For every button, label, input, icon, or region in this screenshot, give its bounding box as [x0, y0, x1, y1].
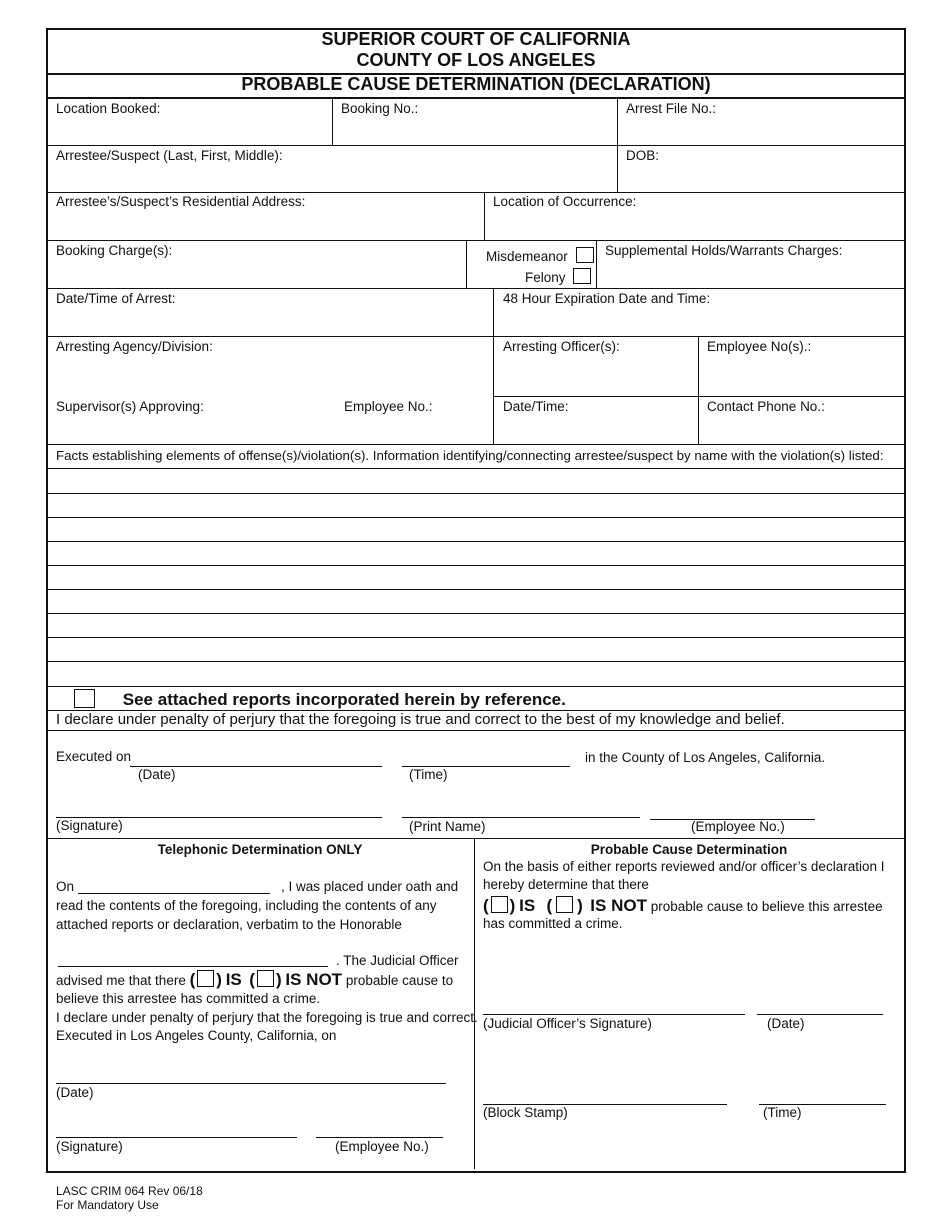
divider	[46, 145, 904, 146]
probable-line2: hereby determine that there	[483, 877, 649, 892]
telephonic-executed: Executed in Los Angeles County, California, on	[56, 1028, 337, 1043]
divider	[493, 288, 494, 444]
misdemeanor-option[interactable]	[486, 247, 594, 265]
attached-reports-label: See attached reports incorporated herein by reference.	[122, 690, 566, 709]
facts-rule-line	[46, 493, 904, 494]
paren-close: )	[577, 896, 583, 915]
date-time-arrest-field[interactable]: Date/Time of Arrest:	[56, 291, 176, 306]
misdemeanor-label: Misdemeanor	[486, 249, 568, 264]
facts-heading: Facts establishing elements of offense(s)/violation(s). Information identifying/connecting arrestee/suspect by name with the violation(s) listed:	[56, 448, 884, 463]
probable-is-checkbox[interactable]	[491, 896, 508, 913]
misdemeanor-checkbox[interactable]	[576, 247, 594, 263]
facts-rule-line	[46, 565, 904, 566]
perjury-statement: I declare under penalty of perjury that the foregoing is true and correct to the best of my knowledge and belief.	[56, 711, 785, 728]
paren-close: )	[275, 970, 282, 989]
facts-rule-line	[46, 517, 904, 518]
attached-reports-option[interactable]	[74, 689, 566, 709]
signature-label: (Signature)	[56, 818, 123, 833]
divider	[493, 396, 904, 397]
divider	[46, 838, 904, 839]
telephonic-line2: read the contents of the foregoing, including the contents of any	[56, 898, 437, 913]
county-title: COUNTY OF LOS ANGELES	[356, 50, 596, 70]
telephonic-signature-line[interactable]	[56, 1137, 297, 1138]
probable-line1: On the basis of either reports reviewed and/or officer’s declaration I	[483, 859, 885, 874]
probable-to-text: probable cause to	[345, 973, 454, 988]
divider	[46, 192, 904, 193]
facts-rule-line	[46, 589, 904, 590]
telephonic-line3: attached reports or declaration, verbatim to the Honorable	[56, 917, 402, 932]
probable-heading: Probable Cause Determination	[590, 842, 788, 857]
expiration-48h-field[interactable]: 48 Hour Expiration Date and Time:	[503, 291, 711, 306]
judicial-date-line[interactable]	[757, 1014, 883, 1015]
felony-checkbox[interactable]	[573, 268, 591, 284]
telephonic-is-checkbox[interactable]	[197, 970, 214, 987]
divider	[46, 240, 904, 241]
paren-open: (	[546, 896, 553, 915]
divider	[332, 98, 333, 145]
felony-option[interactable]	[525, 268, 591, 286]
employee-no-label: (Employee No.)	[691, 819, 785, 834]
telephonic-employee-label: (Employee No.)	[335, 1139, 429, 1154]
divider	[474, 838, 475, 1169]
mandatory-use: For Mandatory Use	[56, 1198, 159, 1212]
arresting-agency-field[interactable]: Arresting Agency/Division:	[56, 339, 213, 354]
form-title: PROBABLE CAUSE DETERMINATION (DECLARATION)	[241, 74, 711, 94]
location-of-occurrence-field[interactable]: Location of Occurrence:	[493, 194, 637, 209]
telephonic-date-line[interactable]	[56, 1083, 446, 1084]
judicial-officer-text: . The Judicial Officer	[336, 953, 459, 968]
arrestee-name-field[interactable]: Arrestee/Suspect (Last, First, Middle):	[56, 148, 283, 163]
probable-is-label: IS	[519, 896, 536, 915]
telephonic-is-not-label: IS NOT	[285, 970, 343, 989]
telephonic-oath-text: , I was placed under oath and	[281, 879, 459, 894]
divider	[484, 192, 485, 240]
facts-rule-line	[46, 541, 904, 542]
telephonic-is-label: IS	[225, 970, 242, 989]
facts-rule-line	[46, 686, 904, 687]
telephonic-heading: Telephonic Determination ONLY	[157, 842, 363, 857]
attached-reports-checkbox[interactable]	[74, 689, 95, 708]
paren-open: (	[189, 970, 196, 989]
supervisor-employee-no-field[interactable]: Employee No.:	[344, 399, 433, 414]
telephonic-date-label: (Date)	[56, 1085, 94, 1100]
paren-close: )	[509, 896, 516, 915]
location-booked-field[interactable]: Location Booked:	[56, 101, 161, 116]
supervisor-approving-field[interactable]: Supervisor(s) Approving:	[56, 399, 204, 414]
telephonic-advised-line	[56, 970, 453, 989]
telephonic-believe: believe this arrestee has committed a crime.	[56, 991, 321, 1006]
divider	[466, 240, 467, 288]
residential-address-field[interactable]: Arrestee’s/Suspect’s Residential Address:	[56, 194, 306, 209]
facts-rule-line	[46, 637, 904, 638]
facts-rule-line	[46, 468, 904, 469]
telephonic-on-line[interactable]	[78, 893, 270, 894]
judicial-time-label: (Time)	[763, 1105, 802, 1120]
divider	[46, 444, 904, 445]
judicial-date-label: (Date)	[767, 1016, 805, 1031]
divider	[46, 288, 904, 289]
divider	[596, 240, 597, 288]
probable-is-not-label: IS NOT	[590, 896, 647, 915]
probable-cause-text: probable cause to believe this arrestee	[650, 899, 883, 914]
honorable-name-line[interactable]	[58, 966, 328, 967]
telephonic-employee-line[interactable]	[316, 1137, 443, 1138]
probable-choice-line	[483, 896, 883, 915]
arrest-file-no-field[interactable]: Arrest File No.:	[626, 101, 717, 116]
block-stamp-label: (Block Stamp)	[483, 1105, 568, 1120]
probable-is-not-checkbox[interactable]	[556, 896, 573, 913]
divider	[46, 336, 904, 337]
probable-line4: has committed a crime.	[483, 916, 623, 931]
paren-open: (	[249, 970, 255, 989]
print-name-label: (Print Name)	[409, 819, 486, 834]
judicial-signature-line[interactable]	[483, 1014, 745, 1015]
telephonic-signature-label: (Signature)	[56, 1139, 123, 1154]
dob-field[interactable]: DOB:	[626, 148, 660, 163]
felony-label: Felony	[525, 270, 566, 285]
print-name-line[interactable]	[402, 817, 640, 818]
executed-time-label: (Time)	[409, 767, 448, 782]
contact-phone-field[interactable]: Contact Phone No.:	[707, 399, 825, 414]
telephonic-on-label: On	[56, 879, 75, 894]
judicial-signature-label: (Judicial Officer’s Signature)	[483, 1016, 652, 1031]
executed-date-label: (Date)	[138, 767, 176, 782]
form-number: LASC CRIM 064 Rev 06/18	[56, 1184, 203, 1198]
divider	[46, 97, 904, 99]
telephonic-is-not-checkbox[interactable]	[257, 970, 274, 987]
court-title: SUPERIOR COURT OF CALIFORNIA	[321, 29, 631, 49]
supplemental-holds-field[interactable]: Supplemental Holds/Warrants Charges:	[605, 243, 843, 258]
employee-nos-field[interactable]: Employee No(s).:	[707, 339, 812, 354]
paren-open: (	[483, 896, 489, 915]
telephonic-perjury: I declare under penalty of perjury that the foregoing is true and correct.	[56, 1010, 478, 1025]
facts-rule-line	[46, 661, 904, 662]
divider	[46, 730, 904, 731]
date-time-field[interactable]: Date/Time:	[503, 399, 569, 414]
paren-close: )	[216, 970, 222, 989]
booking-charges-field[interactable]: Booking Charge(s):	[56, 243, 173, 258]
executed-on-label: Executed on	[56, 749, 132, 764]
divider	[698, 336, 699, 444]
advised-text: advised me that there	[56, 973, 186, 988]
facts-rule-line	[46, 613, 904, 614]
arresting-officers-field[interactable]: Arresting Officer(s):	[503, 339, 620, 354]
county-text: in the County of Los Angeles, California.	[585, 750, 826, 765]
booking-no-field[interactable]: Booking No.:	[341, 101, 419, 116]
